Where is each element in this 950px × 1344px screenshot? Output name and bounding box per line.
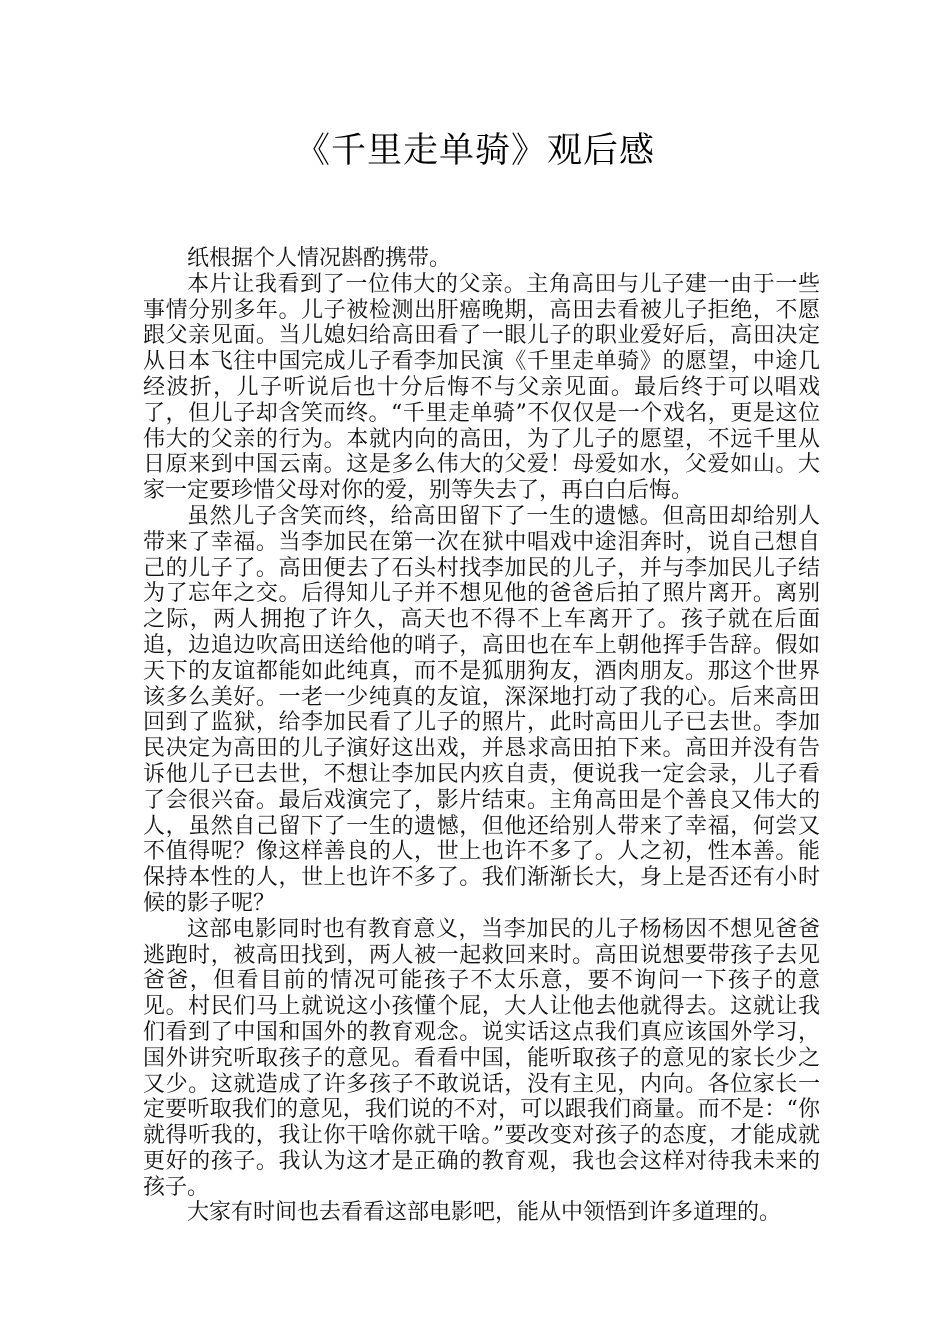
document-body [143, 246, 820, 1226]
document-title: 《千里走单骑》观后感 [294, 131, 655, 171]
paragraph: 虽然儿子含笑而终，给高田留下了一生的遗憾。但高田却给别人带来了幸福。当李加民在第一次在狱中唱戏中途泪奔时，说自己想自己的儿子了。高田便去了石头村找李加民的儿子，并与李加民儿子结为了忘年之交。后得知儿子并不想见他的爸爸后拍了照片离开。离别之际，两人拥抱了许久，高天也不得不上车离开了。孩子就在后面追，边追边吹高田送给他的哨子，高田也在车上朝他挥手告辞。假如天下的友谊都能如此纯真，而不是狐朋狗友，酒肉朋友。那这个世界该多么美好。一老一少纯真的友谊，深深地打动了我的心。后来高田回到了监狱，给李加民看了儿子的照片，此时高田儿子已去世。李加民决定为高田的儿子演好这出戏，并恳求高田拍下来。高田并没有告诉他儿子已去世，不想让李加民内疚自责，便说我一定会录，儿子看了会很兴奋。最后戏演完了，影片结束。主角高田是个善良又伟大的人，虽然自己留下了一生的遗憾，但他还给别人带来了幸福，何尝又不值得呢？像这样善良的人，世上也许不多了。人之初，性本善。能保持本性的人，世上也许不多了。我们渐渐长大，身上是否还有小时候的影子呢？ [143, 503, 820, 916]
paragraph: 这部电影同时也有教育意义，当李加民的儿子杨杨因不想见爸爸逃跑时，被高田找到，两人被一起救回来时。高田说想要带孩子去见爸爸，但看目前的情况可能孩子不太乐意，要不询问一下孩子的意见。村民们马上就说这小孩懂个屁，大人让他去他就得去。这就让我们看到了中国和国外的教育观念。说实话这点我们真应该国外学习，国外讲究听取孩子的意见。看看中国，能听取孩子的意见的家长少之又少。这就造成了许多孩子不敢说话，没有主见，内向。各位家长一定要听取我们的意见，我们说的不对，可以跟我们商量。而不是：“你就得听我的，我让你干啥你就干啥。”要改变对孩子的态度，才能成就更好的孩子。我认为这才是正确的教育观，我也会这样对待我未来的孩子。 [143, 916, 820, 1200]
paragraph: 本片让我看到了一位伟大的父亲。主角高田与儿子建一由于一些事情分别多年。儿子被检测出肝癌晚期，高田去看被儿子拒绝，不愿跟父亲见面。当儿媳妇给高田看了一眼儿子的职业爱好后，高田决定从日本飞往中国完成儿子看李加民演《千里走单骑》的愿望，中途几经波折，儿子听说后也十分后悔不与父亲见面。最后终于可以唱戏了，但儿子却含笑而终。“千里走单骑”不仅仅是一个戏名，更是这位伟大的父亲的行为。本就内向的高田，为了儿子的愿望，不远千里从日原来到中国云南。这是多么伟大的父爱！母爱如水，父爱如山。大家一定要珍惜父母对你的爱，别等失去了，再白白后悔。 [143, 271, 820, 504]
paragraph: 大家有时间也去看看这部电影吧，能从中领悟到许多道理的。 [187, 1200, 782, 1226]
paragraph: 纸根据个人情况斟酌携带。 [187, 246, 452, 271]
